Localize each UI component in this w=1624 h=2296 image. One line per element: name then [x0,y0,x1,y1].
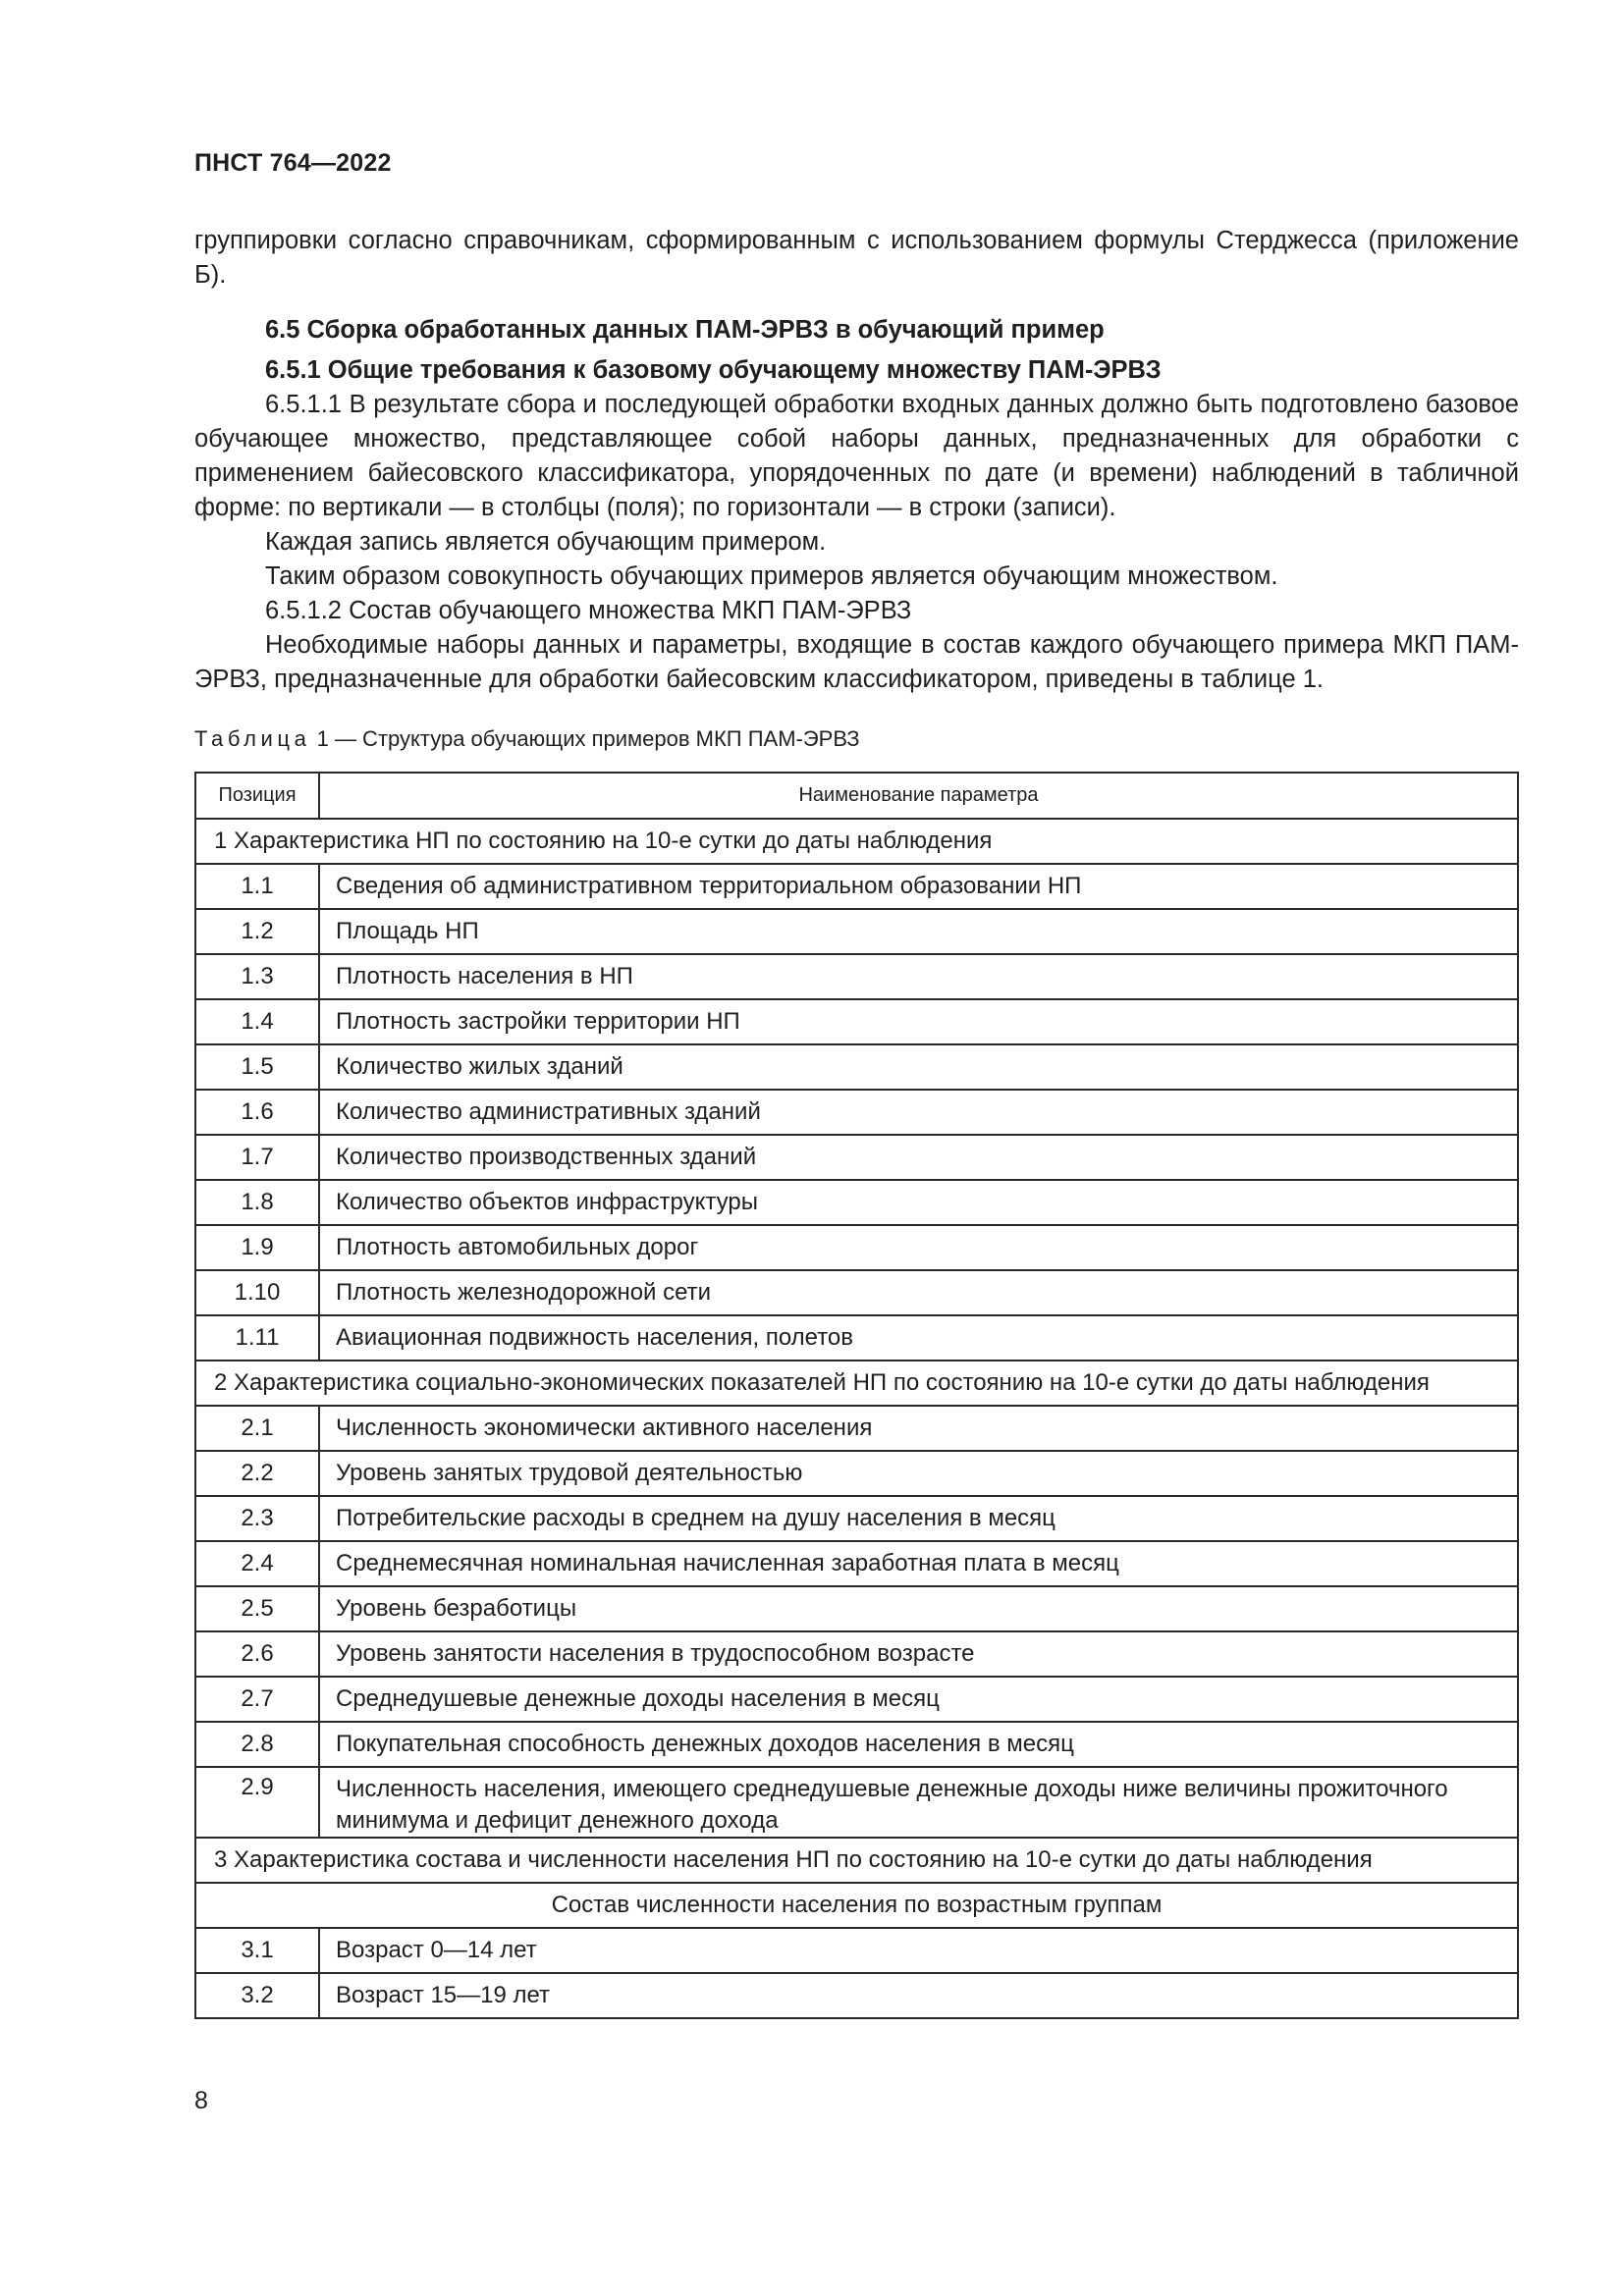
section-row [195,1838,1518,1883]
section-heading-6-5-1: 6.5.1 Общие требования к базовому обучающему множеству ПАМ-ЭРВЗ [265,356,1162,384]
position-cell: 2.5 [195,1586,319,1631]
position-cell: 2.6 [195,1631,319,1677]
parameter-cell: Сведения об административном территориальном образовании НП [319,864,1518,909]
paragraph-table-ref: Необходимые наборы данных и параметры, входящие в состав каждого обучающего примера МКП ПАМ-ЭРВЗ, предназначенные для обработки байесовским классификатором, приведены в таблице 1. [194,631,1519,693]
table-row [195,1270,1518,1315]
section-1-title: 1 Характеристика НП по состоянию на 10-е сутки до даты наблюдения [195,819,1518,864]
parameter-cell: Покупательная способность денежных доходов населения в месяц [319,1722,1518,1767]
table-row [195,954,1518,999]
position-cell: 2.1 [195,1406,319,1451]
position-cell: 1.1 [195,864,319,909]
page-number: 8 [194,2087,208,2114]
section-row [195,1361,1518,1406]
table-row [195,1180,1518,1225]
subsection-row [195,1883,1518,1928]
paragraph-6-5-1-1: 6.5.1.1 В результате сбора и последующей обработки входных данных должно быть подготовлено базовое обучающее множество, представляющее собой наборы данных, предназначенных для обработки с применением байесовского классификатора, упорядоченных по дате (и времени) наблюдений в табличной форме: по вертикали — в столбцы (поля); по горизонтали — в строки (записи). [194,391,1519,521]
parameter-cell: Количество объектов инфраструктуры [319,1180,1518,1225]
parameter-cell: Плотность железнодорожной сети [319,1270,1518,1315]
paragraph-set: Таким образом совокупность обучающих примеров является обучающим множеством. [265,562,1278,590]
parameter-cell: Плотность автомобильных дорог [319,1225,1518,1270]
parameter-cell: Уровень занятости населения в трудоспособном возрасте [319,1631,1518,1677]
table-row [195,1090,1518,1135]
subsection-age-groups: Состав численности населения по возрастным группам [195,1883,1518,1928]
table-header-row [195,773,1518,819]
table-row [195,1044,1518,1090]
section-row [195,819,1518,864]
parameter-cell: Численность населения, имеющего среднедушевые денежные доходы ниже величины прожиточного минимума и дефицит денежного дохода [319,1767,1518,1838]
table-row [195,909,1518,954]
table-row [195,864,1518,909]
position-cell: 2.8 [195,1722,319,1767]
position-cell: 1.7 [195,1135,319,1180]
position-cell: 3.1 [195,1928,319,1973]
position-cell: 2.3 [195,1496,319,1541]
table-row [195,1631,1518,1677]
position-cell: 1.6 [195,1090,319,1135]
position-cell: 1.9 [195,1225,319,1270]
table-row [195,1973,1518,2018]
table-row [195,1541,1518,1586]
table-row [195,1406,1518,1451]
column-header-position: Позиция [195,773,319,819]
table-row [195,1225,1518,1270]
parameter-cell: Возраст 15—19 лет [319,1973,1518,2018]
position-cell: 2.4 [195,1541,319,1586]
parameter-cell: Авиационная подвижность населения, полетов [319,1315,1518,1361]
section-heading-6-5: 6.5 Сборка обработанных данных ПАМ-ЭРВЗ в обучающий пример [265,316,1105,344]
table-row [195,1767,1518,1838]
table-caption [194,726,860,752]
position-cell: 2.9 [195,1767,319,1838]
body-text [194,224,1519,697]
position-cell: 2.2 [195,1451,319,1496]
position-cell: 1.5 [195,1044,319,1090]
document-id: ПНСТ 764—2022 [194,149,392,177]
parameter-cell: Плотность застройки территории НП [319,999,1518,1044]
section-2-title: 2 Характеристика социально-экономических показателей НП по состоянию на 10-е сутки до даты наблюдения [195,1361,1518,1406]
table-row [195,1135,1518,1180]
parameter-cell: Количество административных зданий [319,1090,1518,1135]
section-3-title: 3 Характеристика состава и численности населения НП по состоянию на 10-е сутки до даты наблюдения [195,1838,1518,1883]
parameter-cell: Площадь НП [319,909,1518,954]
position-cell: 1.10 [195,1270,319,1315]
parameter-cell: Численность экономически активного населения [319,1406,1518,1451]
parameter-cell: Возраст 0—14 лет [319,1928,1518,1973]
table-caption-title: 1 — Структура обучающих примеров МКП ПАМ-ЭРВЗ [316,726,860,751]
table-row [195,1677,1518,1722]
parameter-cell: Количество жилых зданий [319,1044,1518,1090]
paragraph-record: Каждая запись является обучающим примером. [265,528,827,556]
paragraph-6-5-1-2: 6.5.1.2 Состав обучающего множества МКП ПАМ-ЭРВЗ [265,597,912,624]
parameter-cell: Уровень безработицы [319,1586,1518,1631]
table-row [195,1496,1518,1541]
position-cell: 1.11 [195,1315,319,1361]
position-cell: 1.8 [195,1180,319,1225]
parameter-cell: Потребительские расходы в среднем на душу населения в месяц [319,1496,1518,1541]
table-row [195,999,1518,1044]
position-cell: 1.4 [195,999,319,1044]
parameter-cell: Количество производственных зданий [319,1135,1518,1180]
parameters-table [194,772,1519,2019]
table-row [195,1586,1518,1631]
position-cell: 1.3 [195,954,319,999]
parameter-cell: Среднемесячная номинальная начисленная заработная плата в месяц [319,1541,1518,1586]
position-cell: 3.2 [195,1973,319,2018]
position-cell: 1.2 [195,909,319,954]
position-cell: 2.7 [195,1677,319,1722]
paragraph-continuation: группировки согласно справочникам, сформированным с использованием формулы Стерджесса (приложение Б). [194,227,1519,289]
table-row [195,1315,1518,1361]
table-row [195,1928,1518,1973]
parameter-cell: Уровень занятых трудовой деятельностью [319,1451,1518,1496]
column-header-parameter-name: Наименование параметра [319,773,1518,819]
table-row [195,1722,1518,1767]
table-row [195,1451,1518,1496]
parameter-cell: Плотность населения в НП [319,954,1518,999]
parameter-cell: Среднедушевые денежные доходы населения в месяц [319,1677,1518,1722]
table-caption-word: Таблица [194,726,311,751]
